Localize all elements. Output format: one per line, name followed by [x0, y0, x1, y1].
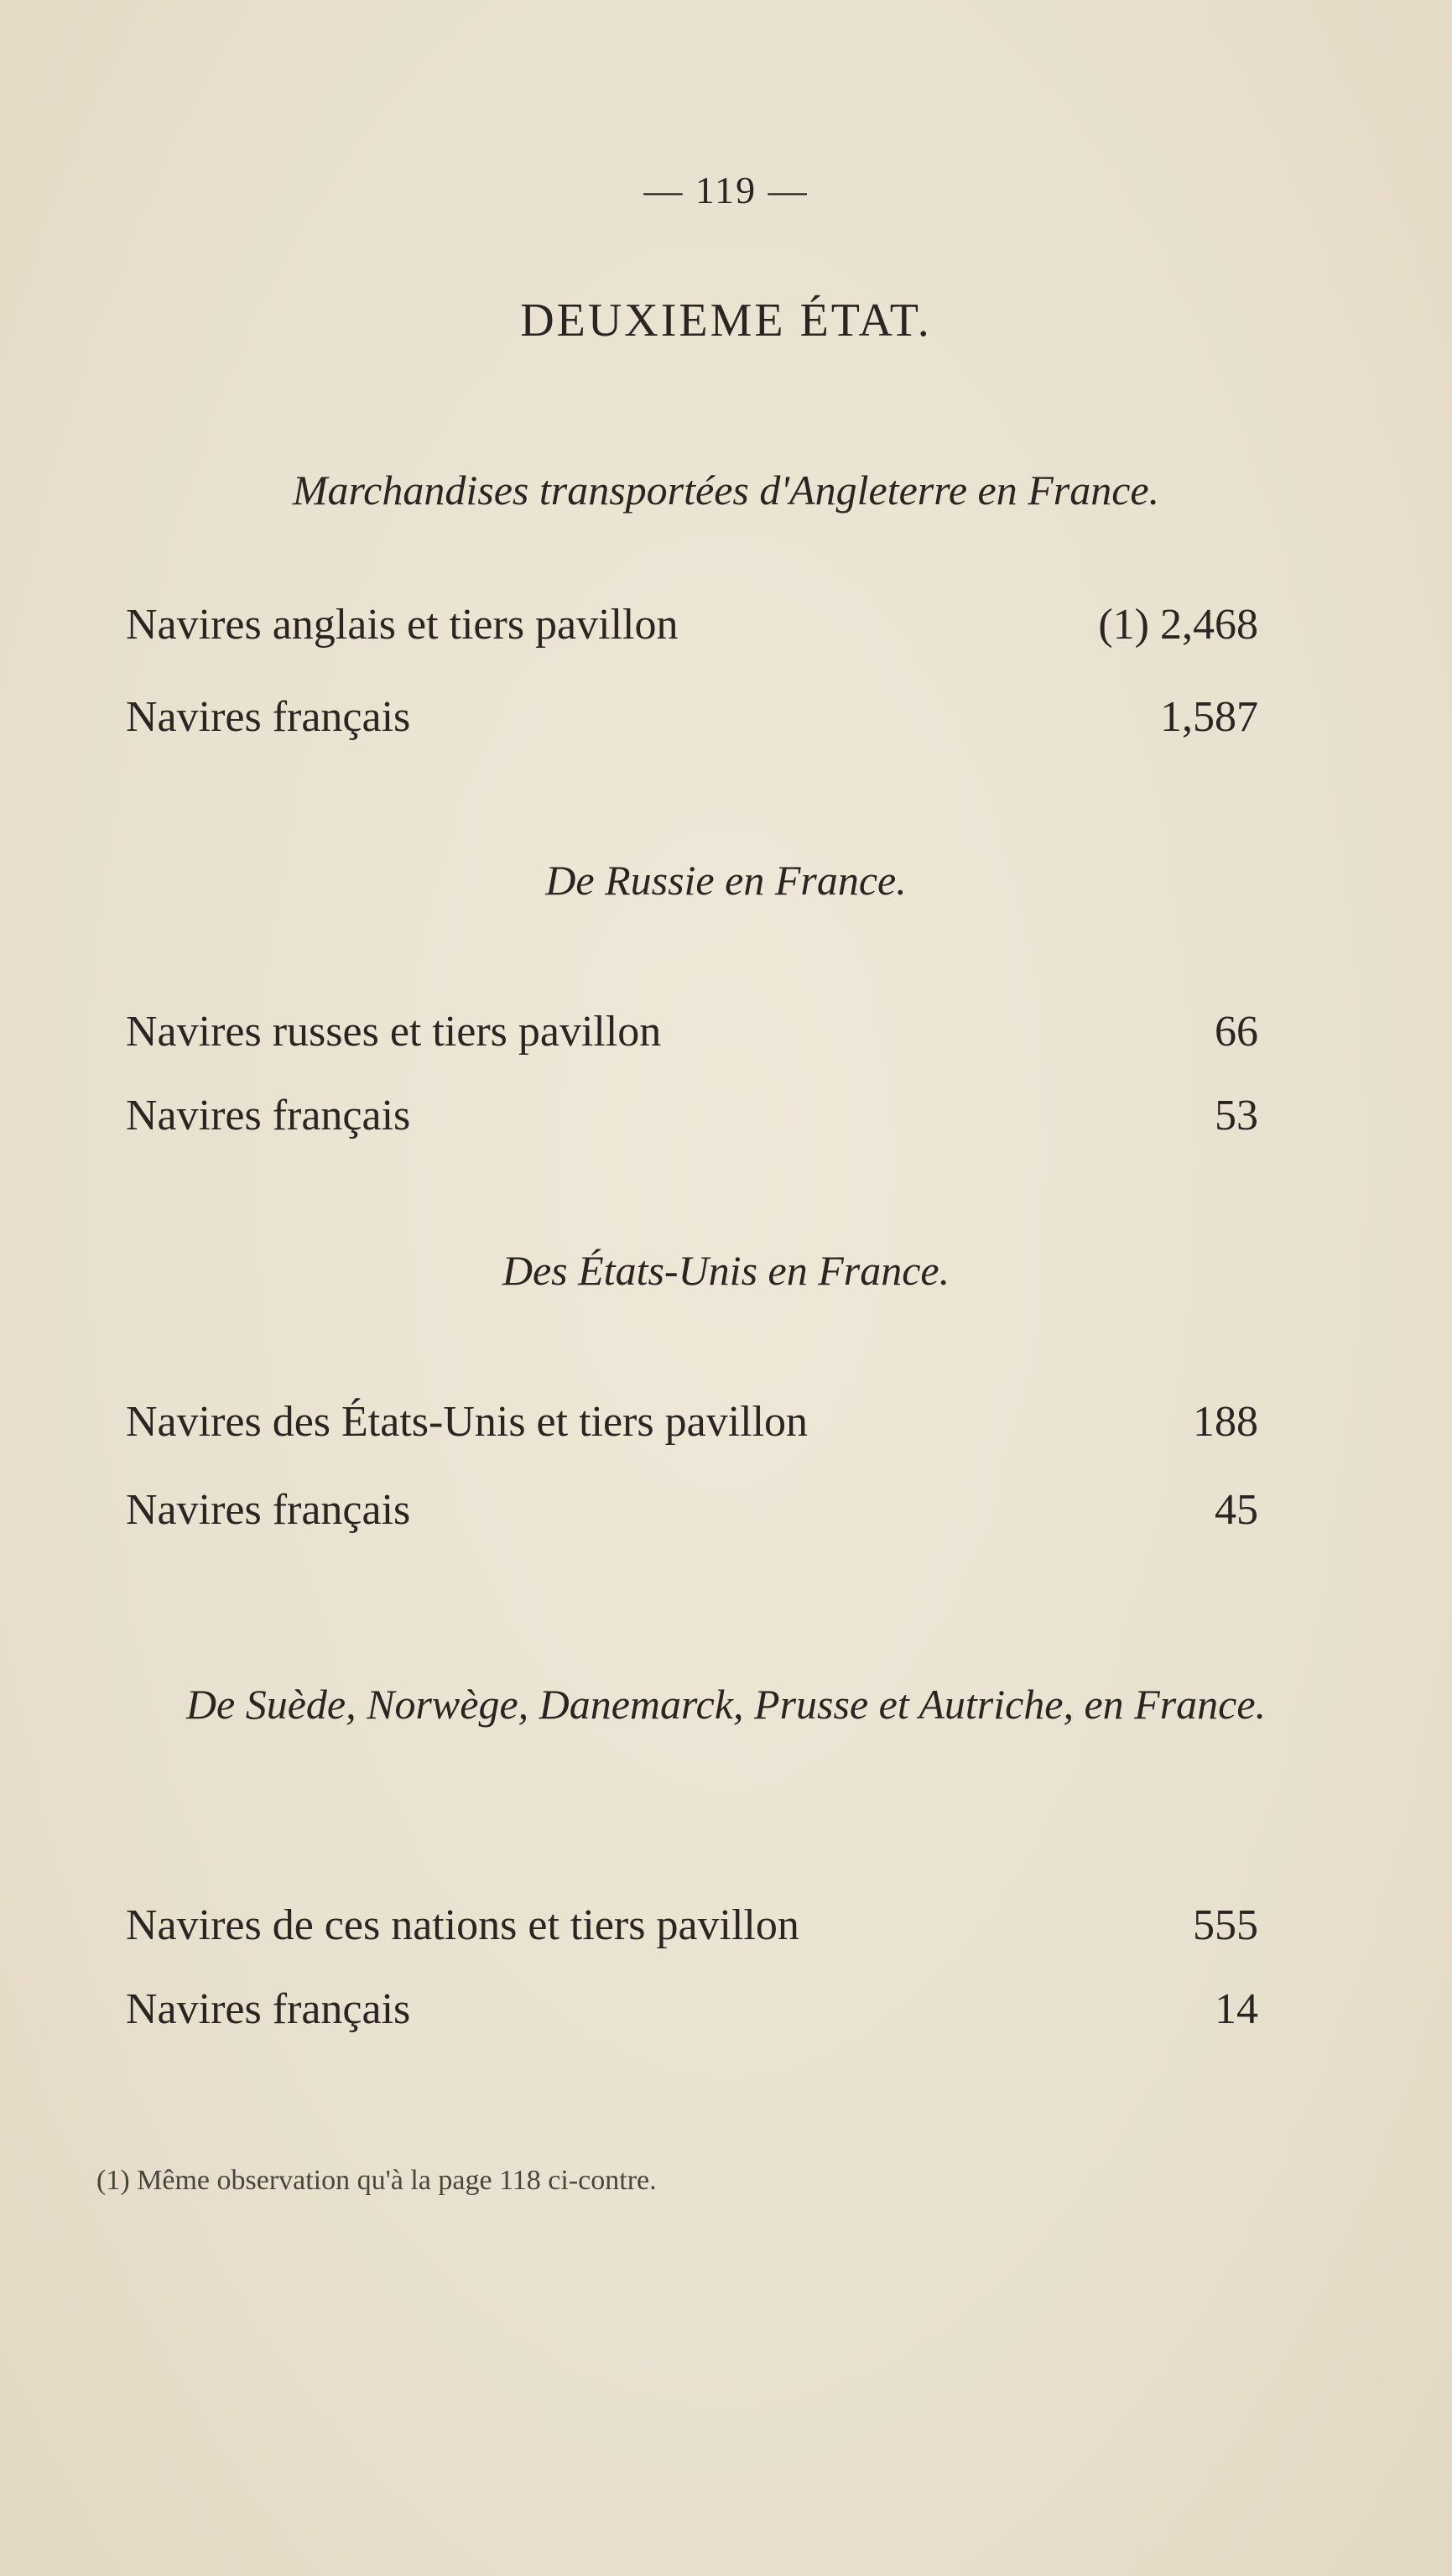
- table-row: [126, 1901, 1258, 1959]
- section-title-angleterre: Marchandises transportées d'Angleterre en France.: [292, 467, 1160, 514]
- section-title-nord: De Suède, Norwège, Danemarck, Prusse et Autriche, en France.: [185, 1681, 1267, 1728]
- table-row: [126, 1007, 1258, 1066]
- table-row: [126, 1485, 1258, 1544]
- row-value: 45: [1215, 1486, 1258, 1534]
- row-label: Navires des États-Unis et tiers pavillon: [126, 1398, 809, 1446]
- row-value: 1,587: [1160, 693, 1258, 741]
- row-value: 53: [1215, 1092, 1258, 1139]
- section-title-etats-unis: Des États-Unis en France.: [502, 1247, 950, 1294]
- table-row: [126, 1397, 1258, 1456]
- page-title: DEUXIEME ÉTAT.: [520, 295, 932, 347]
- row-value: 555: [1193, 1901, 1258, 1949]
- row-value: 14: [1215, 1985, 1258, 2033]
- row-value: (1) 2,468: [1098, 601, 1258, 649]
- section-title-russie: De Russie en France.: [545, 857, 907, 904]
- table-row: [126, 1984, 1258, 2043]
- row-label: Navires de ces nations et tiers pavillon: [126, 1901, 799, 1949]
- row-label: Navires russes et tiers pavillon: [126, 1008, 662, 1056]
- page-number: — 119 —: [643, 169, 809, 211]
- table-row: [126, 692, 1258, 751]
- table-row: [126, 1091, 1258, 1150]
- row-label: Navires français: [126, 1486, 411, 1534]
- row-value: 66: [1215, 1008, 1258, 1056]
- table-row: [126, 600, 1258, 659]
- row-label: Navires français: [126, 1985, 411, 2033]
- footnote: (1) Même observation qu'à la page 118 ci-contre.: [96, 2165, 657, 2196]
- row-value: 188: [1193, 1398, 1258, 1446]
- row-label: Navires français: [126, 1092, 411, 1139]
- row-label: Navires anglais et tiers pavillon: [126, 601, 679, 649]
- row-label: Navires français: [126, 693, 411, 741]
